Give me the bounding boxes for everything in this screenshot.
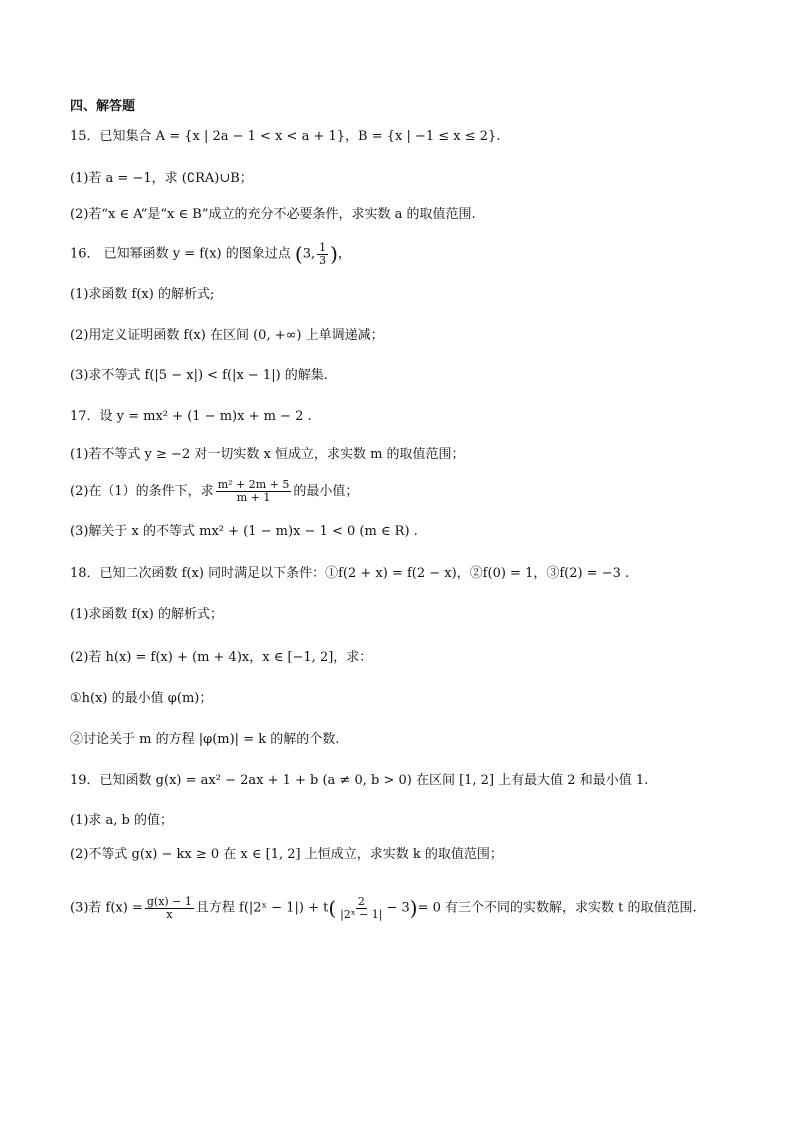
q19-fraction1 <box>145 896 194 921</box>
q18-sub2: ②讨论关于 m 的方程 |φ(m)| = k 的解的个数. <box>70 732 340 747</box>
q16-point-num: 1 <box>319 240 327 254</box>
q15-stem: 15．已知集合 A = {x | 2a − 1 < x < a + 1}，B = {x | −1 ≤ x ≤ 2}. <box>70 129 501 144</box>
q18-stem: 18．已知二次函数 f(x) 同时满足以下条件：①f(2 + x) = f(2 − x)，②f(0) = 1，③f(2) = −3 . <box>70 566 630 581</box>
q17-part2-end: 的最小值； <box>293 484 359 499</box>
q19-part1: (1)求 a, b 的值； <box>70 813 174 828</box>
q16-part3: (3)求不等式 f(|5 − x|) < f(|x − 1|) 的解集. <box>70 368 328 383</box>
q19-fraction2-num: 2 <box>357 894 365 908</box>
paren-close: ) <box>409 896 418 920</box>
q16-part2: (2)用定义证明函数 f(x) 在区间 (0, +∞) 上单调递减； <box>70 328 384 343</box>
q19-part3 <box>70 888 734 929</box>
q19-part3-text-d: = 0 有三个不同的实数解，求实数 t 的取值范围. <box>417 900 697 916</box>
q18-part2: (2)若 h(x) = f(x) + (m + 4)x，x ∈ [−1, 2]，求： <box>70 650 373 665</box>
q16-point-fraction <box>317 242 328 267</box>
paren-close: ) <box>330 242 338 266</box>
q19-fraction1-num: g(x) − 1 <box>146 894 192 908</box>
q15-part1: (1)若 a = −1，求 (∁RA)∪B； <box>70 171 253 186</box>
q18-sub1: ①h(x) 的最小值 φ(m)； <box>70 691 213 706</box>
q19-part3-text-a: (3)若 f(x) = <box>70 900 143 916</box>
q18-part1: (1)求函数 f(x) 的解析式； <box>70 607 223 622</box>
q17-part3: (3)解关于 x 的不等式 mx² + (1 − m)x − 1 < 0 (m ∈ R) . <box>70 524 418 539</box>
q17-fraction <box>216 479 292 504</box>
section-title: 四、解答题 <box>70 99 136 114</box>
q16-point-x: 3, <box>302 246 316 262</box>
q16-point-den: 3 <box>319 253 327 267</box>
q19-stem: 19．已知函数 g(x) = ax² − 2ax + 1 + b (a ≠ 0, b > 0) 在区间 [1, 2] 上有最大值 2 和最小值 1. <box>70 773 649 788</box>
paren-open: ( <box>294 242 303 266</box>
q16-part1: (1)求函数 f(x) 的解析式; <box>70 287 215 302</box>
q16-stem-text: 16． 已知幂函数 y = f(x) 的图象过点 <box>70 246 291 262</box>
q19-part3-text-b: 且方程 f(|2ˣ − 1|) + t <box>195 900 329 916</box>
q19-fraction2-den: |2ˣ − 1| <box>340 907 383 921</box>
q19-fraction2 <box>338 896 384 921</box>
q17-fraction-num: m² + 2m + 5 <box>217 478 290 491</box>
q17-stem: 17．设 y = mx² + (1 − m)x + m − 2 . <box>70 409 312 424</box>
q15-part2: (2)若“x ∈ A”是“x ∈ B”成立的充分不必要条件，求实数 a 的取值范围. <box>70 207 476 222</box>
q16-stem-end: ， <box>337 246 351 262</box>
q17-part2 <box>70 478 734 506</box>
q17-part1: (1)若不等式 y ≥ −2 对一切实数 x 恒成立，求实数 m 的取值范围； <box>70 447 465 462</box>
q17-fraction-den: m + 1 <box>236 491 271 504</box>
q19-part2: (2)不等式 g(x) − kx ≥ 0 在 x ∈ [1, 2] 上恒成立，求实数 k 的取值范围； <box>70 847 503 862</box>
q19-fraction1-den: x <box>166 907 173 921</box>
paren-open: ( <box>328 896 337 920</box>
q19-part3-text-c: − 3 <box>386 900 410 916</box>
q17-part2-text: (2)在（1）的条件下，求 <box>70 484 214 499</box>
q16-stem <box>70 240 734 269</box>
